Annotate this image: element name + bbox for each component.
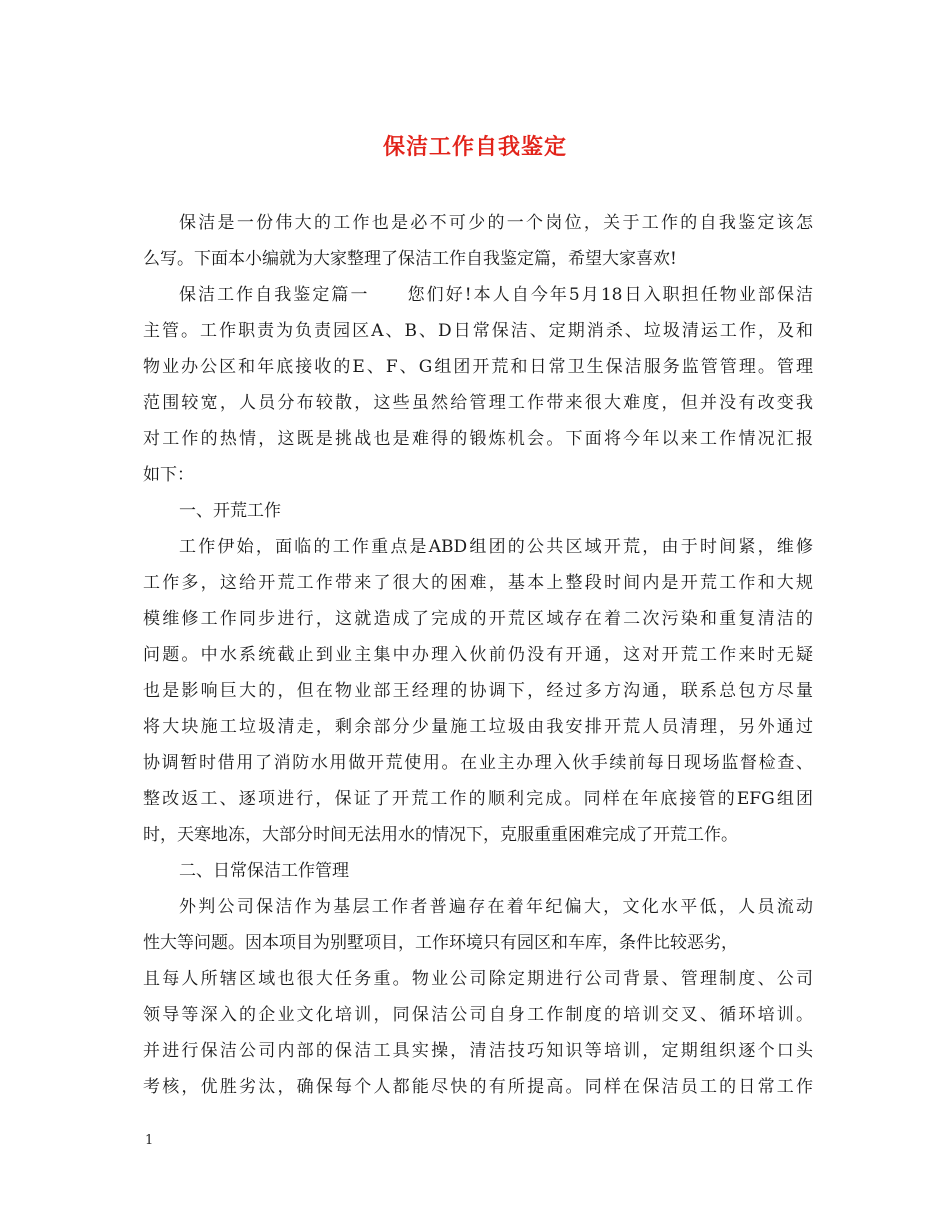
body-line: 对工作的热情，这既是挑战也是难得的锻炼机会。下面将今年以来工作情况汇报 [143, 429, 813, 449]
body-line: 主管。工作职责为负责园区A、B、D日常保洁、定期消杀、垃圾清运工作，及和 [143, 321, 813, 341]
body-line: 外判公司保洁作为基层工作者普遍存在着年纪偏大，文化水平低，人员流动 [179, 897, 813, 917]
body-line: 整改返工、逐项进行，保证了开荒工作的顺利完成。同样在年底接管的EFG组团 [143, 789, 813, 809]
body-line: 么写。下面本小编就为大家整理了保洁工作自我鉴定篇，希望大家喜欢! [143, 249, 677, 269]
body-line: 工作多，这给开荒工作带来了很大的困难，基本上整段时间内是开荒工作和大规 [143, 573, 813, 593]
document-body [143, 205, 813, 1105]
body-line: 性大等问题。因本项目为别墅项目，工作环境只有园区和车库，条件比较恶劣， [143, 933, 738, 953]
body-line: 工作伊始，面临的工作重点是ABD组团的公共区域开荒，由于时间紧，维修 [179, 537, 813, 557]
body-line: 并进行保洁公司内部的保洁工具实操，清洁技巧知识等培训，定期组织逐个口头 [143, 1041, 813, 1061]
body-line: 且每人所辖区域也很大任务重。物业公司除定期进行公司背景、管理制度、公司 [143, 969, 813, 989]
document-title: 保洁工作自我鉴定 [382, 134, 567, 160]
body-line: 将大块施工垃圾清走，剩余部分少量施工垃圾由我安排开荒人员清理，另外通过 [143, 717, 813, 737]
body-line: 保洁是一份伟大的工作也是必不可少的一个岗位，关于工作的自我鉴定该怎 [179, 213, 813, 233]
body-line: 协调暂时借用了消防水用做开荒使用。在业主办理入伙手续前每日现场监督检查、 [143, 753, 813, 773]
body-line: 如下： [143, 465, 194, 485]
body-line: 时，天寒地冻，大部分时间无法用水的情况下，克服重重困难完成了开荒工作。 [143, 825, 738, 845]
body-line: 模维修工作同步进行，这就造成了完成的开荒区域存在着二次污染和重复清洁的 [143, 609, 813, 629]
section-heading: 一、开荒工作 [179, 501, 281, 521]
section-heading: 二、日常保洁工作管理 [179, 861, 349, 881]
body-line: 也是影响巨大的，但在物业部王经理的协调下，经过多方沟通，联系总包方尽量 [143, 681, 813, 701]
body-line: 领导等深入的企业文化培训，同保洁公司自身工作制度的培训交叉、循环培训。 [143, 1005, 813, 1025]
body-line: 范围较宽，人员分布较散，这些虽然给管理工作带来很大难度，但并没有改变我 [143, 393, 813, 413]
body-line: 保洁工作自我鉴定篇一 您们好!本人自今年5月18日入职担任物业部保洁 [179, 285, 813, 305]
page-number: 1 [145, 1133, 154, 1148]
body-line: 考核，优胜劣汰，确保每个人都能尽快的有所提高。同样在保洁员工的日常工作 [143, 1077, 813, 1097]
body-line: 物业办公区和年底接收的E、F、G组团开荒和日常卫生保洁服务监管管理。管理 [143, 357, 813, 377]
body-line: 问题。中水系统截止到业主集中办理入伙前仍没有开通，这对开荒工作来时无疑 [143, 645, 813, 665]
